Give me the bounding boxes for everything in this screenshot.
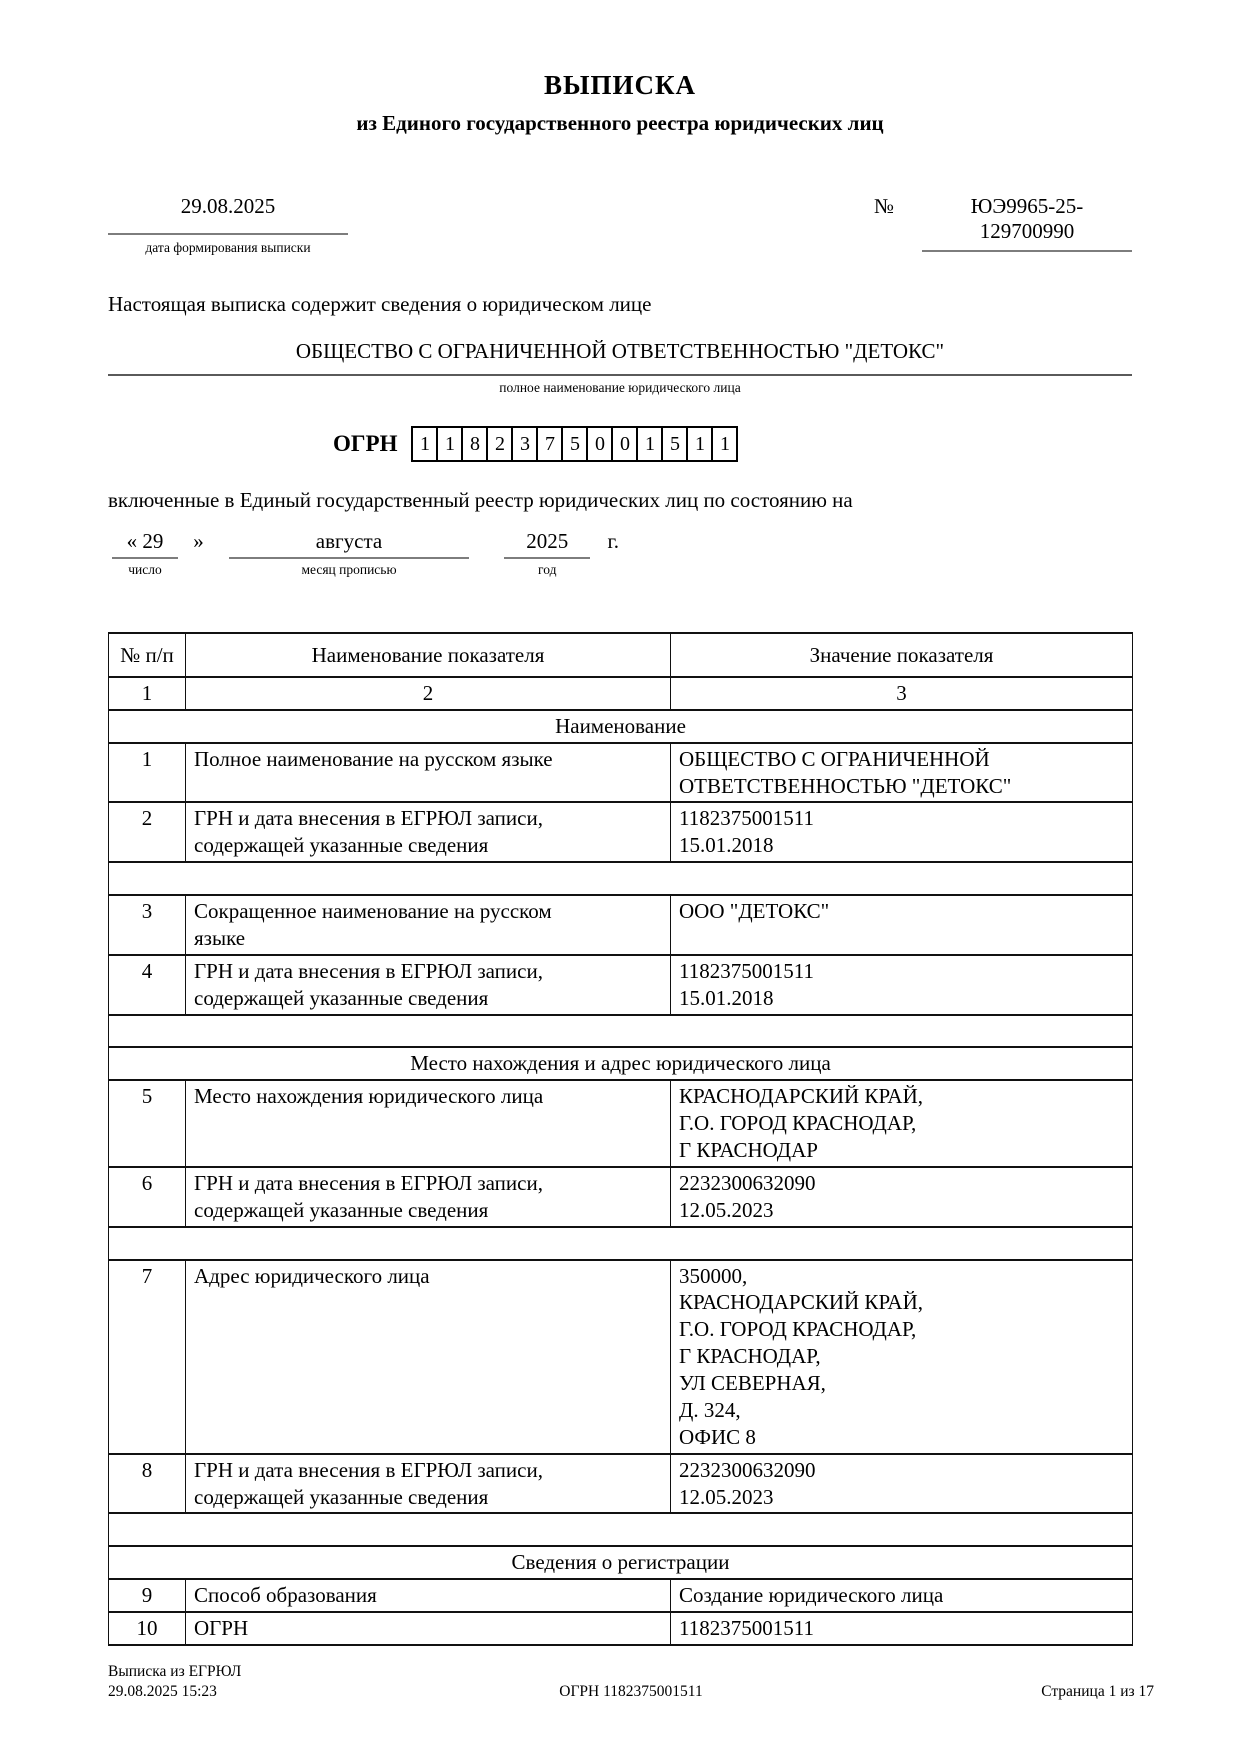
table-row bbox=[109, 955, 1133, 1015]
formation-date-rule bbox=[108, 233, 348, 235]
ogrn-digit-box: 0 bbox=[586, 426, 613, 462]
indicator-name-line: содержащей указанные сведения bbox=[194, 1484, 489, 1509]
indicator-value-line: 12.05.2023 bbox=[679, 1484, 774, 1509]
row-number-cell: 7 bbox=[109, 1260, 186, 1454]
formation-date: 29.08.2025 bbox=[180, 194, 276, 218]
indicator-value-line: 15.01.2018 bbox=[679, 833, 774, 858]
footer-ogrn: ОГРН 1182375001511 bbox=[559, 1683, 703, 1701]
document-number-block bbox=[874, 194, 1132, 252]
indicator-name-line: содержащей указанные сведения bbox=[194, 985, 489, 1010]
ogrn-digit-box: 2 bbox=[486, 426, 513, 462]
ogrn-row bbox=[333, 426, 1132, 462]
spacer-row bbox=[109, 1227, 1133, 1260]
indicator-name-line: ОГРН bbox=[194, 1616, 249, 1640]
indicator-value-line: 1182375001511 bbox=[679, 806, 814, 831]
indicator-value-line: 1182375001511 bbox=[679, 958, 814, 983]
as-of-month: августа bbox=[229, 529, 469, 559]
document-subtitle: из Единого государственного реестра юридических лиц bbox=[356, 111, 884, 135]
ogrn-digit-box: 7 bbox=[536, 426, 563, 462]
spacer-row bbox=[109, 862, 1133, 895]
included-text: включенные в Единый государственный реестр юридических лиц по состоянию на bbox=[108, 488, 853, 512]
indicator-value-line: Д. 324, bbox=[679, 1397, 741, 1422]
indicator-name-line: содержащей указанные сведения bbox=[194, 1197, 489, 1222]
indicator-name-line: ГРН и дата внесения в ЕГРЮЛ записи, bbox=[194, 806, 543, 831]
row-number-cell: 9 bbox=[109, 1579, 186, 1612]
indicator-value-cell bbox=[671, 895, 1133, 955]
indicator-value-line: Г КРАСНОДАР bbox=[679, 1138, 818, 1162]
footer-timestamp: 29.08.2025 15:23 bbox=[108, 1683, 217, 1701]
table-header-row bbox=[109, 633, 1133, 677]
indicator-name-cell bbox=[186, 743, 671, 803]
day-caption: число bbox=[128, 562, 162, 577]
document-number-line2: 129700990 bbox=[979, 219, 1075, 243]
month-caption: месяц прописью bbox=[301, 562, 397, 577]
table-row bbox=[109, 1080, 1133, 1167]
ogrn-digit-box: 3 bbox=[511, 426, 538, 462]
row-number-cell: 1 bbox=[109, 743, 186, 803]
row-number-cell: 4 bbox=[109, 955, 186, 1015]
indicator-value-line: 15.01.2018 bbox=[679, 985, 774, 1010]
table-row bbox=[109, 1260, 1133, 1454]
indicator-value-line: 2232300632090 bbox=[679, 1457, 816, 1482]
indicator-value-line: Г КРАСНОДАР, bbox=[679, 1344, 821, 1369]
footer-left-block bbox=[108, 1662, 559, 1703]
spacer-row bbox=[109, 1015, 1133, 1048]
document-number-line1: ЮЭ9965-25- bbox=[970, 194, 1084, 218]
indicator-name-cell bbox=[186, 1260, 671, 1454]
indicator-value-cell bbox=[671, 802, 1133, 862]
close-quote: » bbox=[193, 529, 204, 553]
intro-text: Настоящая выписка содержит сведения о юридическом лице bbox=[108, 292, 652, 316]
ogrn-label: ОГРН bbox=[333, 431, 398, 456]
table-row bbox=[109, 1579, 1133, 1612]
spacer-row bbox=[109, 1513, 1133, 1546]
open-quote: « bbox=[126, 529, 138, 553]
column-number-1: 1 bbox=[109, 677, 186, 710]
section-title: Сведения о регистрации bbox=[109, 1546, 1133, 1579]
indicator-name-line: Сокращенное наименование на русском bbox=[194, 899, 552, 923]
spacer-cell bbox=[109, 862, 1133, 895]
indicator-value-line: Г.О. ГОРОД КРАСНОДАР, bbox=[679, 1317, 917, 1342]
row-number-cell: 10 bbox=[109, 1612, 186, 1645]
table-row bbox=[109, 743, 1133, 803]
as-of-day-segment bbox=[112, 529, 178, 578]
table-row bbox=[109, 1167, 1133, 1227]
col-header-num: № п/п bbox=[109, 633, 186, 677]
table-row bbox=[109, 1612, 1133, 1645]
formation-date-caption: дата формирования выписки bbox=[145, 240, 311, 255]
indicator-name-cell bbox=[186, 895, 671, 955]
section-row bbox=[109, 1546, 1133, 1579]
details-table-body bbox=[109, 710, 1133, 1645]
column-number-2: 2 bbox=[186, 677, 671, 710]
row-number-cell: 6 bbox=[109, 1167, 186, 1227]
page-footer bbox=[108, 1662, 1154, 1703]
document-number-rule bbox=[922, 250, 1132, 252]
indicator-name-line: Адрес юридического лица bbox=[194, 1263, 430, 1288]
indicator-name-cell bbox=[186, 1612, 671, 1645]
indicator-name-cell bbox=[186, 955, 671, 1015]
as-of-date-row bbox=[108, 529, 1132, 578]
indicator-value-cell bbox=[671, 743, 1133, 803]
ogrn-digit-box: 0 bbox=[611, 426, 638, 462]
column-number-3: 3 bbox=[671, 677, 1133, 710]
indicator-value-line: ОБЩЕСТВО С ОГРАНИЧЕННОЙ bbox=[679, 746, 990, 771]
indicator-value-line: КРАСНОДАРСКИЙ КРАЙ, bbox=[679, 1084, 924, 1109]
row-number-cell: 3 bbox=[109, 895, 186, 955]
spacer-cell bbox=[109, 1227, 1133, 1260]
indicator-name-line: ГРН и дата внесения в ЕГРЮЛ записи, bbox=[194, 958, 543, 983]
formation-date-block bbox=[108, 194, 348, 256]
indicator-value-line: 12.05.2023 bbox=[679, 1197, 774, 1222]
indicator-value-line: 2232300632090 bbox=[679, 1170, 816, 1195]
document-number bbox=[922, 194, 1132, 252]
indicator-value-cell bbox=[671, 1454, 1133, 1514]
ogrn-digit-box: 1 bbox=[411, 426, 438, 462]
row-number-cell: 5 bbox=[109, 1080, 186, 1167]
ogrn-digit-box: 1 bbox=[436, 426, 463, 462]
as-of-year-segment bbox=[504, 529, 590, 578]
indicator-name-line: Место нахождения юридического лица bbox=[194, 1084, 544, 1109]
indicator-value-line: Г.О. ГОРОД КРАСНОДАР, bbox=[679, 1111, 917, 1136]
as-of-day: 29 bbox=[142, 529, 164, 553]
year-caption: год bbox=[538, 562, 557, 577]
indicator-name-line: содержащей указанные сведения bbox=[194, 833, 489, 858]
indicator-name-cell bbox=[186, 1579, 671, 1612]
indicator-name-cell bbox=[186, 1167, 671, 1227]
ogrn-digit-box: 5 bbox=[561, 426, 588, 462]
section-row bbox=[109, 1047, 1133, 1080]
indicator-value-line: ООО "ДЕТОКС" bbox=[679, 899, 830, 923]
company-name: ОБЩЕСТВО С ОГРАНИЧЕННОЙ ОТВЕТСТВЕННОСТЬЮ "ДЕТОКС" bbox=[295, 339, 945, 363]
ogrn-digit-box: 1 bbox=[636, 426, 663, 462]
footer-page-number: Страница 1 из 17 bbox=[1041, 1683, 1154, 1701]
indicator-name-cell bbox=[186, 1454, 671, 1514]
col-header-value: Значение показателя bbox=[671, 633, 1133, 677]
indicator-value-line: Создание юридического лица bbox=[679, 1583, 944, 1608]
year-suffix: г. bbox=[607, 529, 619, 553]
ogrn-digit-box: 1 bbox=[686, 426, 713, 462]
as-of-month-segment bbox=[229, 529, 469, 578]
ogrn-digit-box: 5 bbox=[661, 426, 688, 462]
as-of-year: 2025 bbox=[504, 529, 590, 559]
indicator-name-line: ГРН и дата внесения в ЕГРЮЛ записи, bbox=[194, 1457, 543, 1482]
ogrn-boxes bbox=[411, 426, 738, 462]
company-name-caption: полное наименование юридического лица bbox=[499, 380, 741, 395]
column-number-row bbox=[109, 677, 1133, 710]
indicator-value-cell bbox=[671, 1612, 1133, 1645]
section-title: Наименование bbox=[109, 710, 1133, 743]
table-row bbox=[109, 802, 1133, 862]
indicator-value-line: 1182375001511 bbox=[679, 1616, 814, 1640]
ogrn-digit-box: 1 bbox=[711, 426, 738, 462]
indicator-name-line: Полное наименование на русском языке bbox=[194, 746, 553, 771]
document-title: ВЫПИСКА bbox=[543, 70, 697, 100]
section-row bbox=[109, 710, 1133, 743]
document-number-label: № bbox=[873, 194, 894, 218]
details-table bbox=[108, 632, 1133, 1646]
indicator-name-line: языке bbox=[194, 925, 246, 950]
indicator-name-line: ГРН и дата внесения в ЕГРЮЛ записи, bbox=[194, 1170, 543, 1195]
indicator-name-cell bbox=[186, 802, 671, 862]
indicator-value-line: 350000, bbox=[679, 1263, 748, 1288]
ogrn-digit-box: 8 bbox=[461, 426, 488, 462]
indicator-value-line: УЛ СЕВЕРНАЯ, bbox=[679, 1371, 826, 1395]
table-row bbox=[109, 895, 1133, 955]
spacer-cell bbox=[109, 1513, 1133, 1546]
footer-doc-type: Выписка из ЕГРЮЛ bbox=[108, 1663, 242, 1680]
company-name-rule bbox=[108, 374, 1132, 376]
indicator-value-line: ОФИС 8 bbox=[679, 1424, 756, 1449]
indicator-value-cell bbox=[671, 1579, 1133, 1612]
indicator-value-cell bbox=[671, 1167, 1133, 1227]
indicator-name-cell bbox=[186, 1080, 671, 1167]
indicator-value-line: КРАСНОДАРСКИЙ КРАЙ, bbox=[679, 1290, 924, 1315]
section-title: Место нахождения и адрес юридического лица bbox=[109, 1047, 1133, 1080]
meta-row bbox=[108, 194, 1132, 256]
col-header-indicator: Наименование показателя bbox=[186, 633, 671, 677]
indicator-value-cell bbox=[671, 1260, 1133, 1454]
spacer-cell bbox=[109, 1015, 1133, 1048]
indicator-value-cell bbox=[671, 955, 1133, 1015]
row-number-cell: 2 bbox=[109, 802, 186, 862]
indicator-value-line: ОТВЕТСТВЕННОСТЬЮ "ДЕТОКС" bbox=[679, 773, 1012, 798]
indicator-name-line: Способ образования bbox=[194, 1583, 377, 1608]
row-number-cell: 8 bbox=[109, 1454, 186, 1514]
indicator-value-cell bbox=[671, 1080, 1133, 1167]
table-row bbox=[109, 1454, 1133, 1514]
